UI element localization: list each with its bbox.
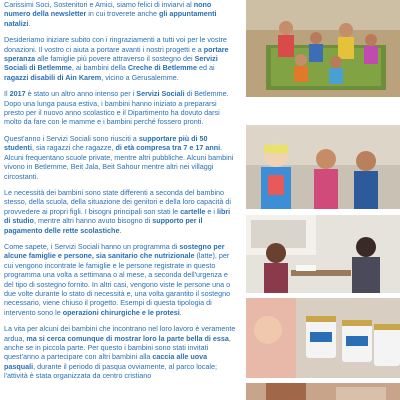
- newsletter-paragraph: [4, 188, 238, 235]
- body-text: Carissimi Soci, Sostenitori e Amici,: [4, 0, 115, 9]
- photo-bottom-partial: [246, 383, 400, 400]
- highlighted-text: ma si cerca comunque di mostrar loro la parte bella di essa: [26, 333, 229, 343]
- body-text: Desideriamo iniziare subito con i ringraziamenti a tutti voi per le vostre donazioni. Il vostro ci aiuta a portare avanti i nostri progetti e a: [4, 35, 227, 54]
- body-text: Come sapete, i Servizi Sociali hanno un programma di: [4, 241, 180, 251]
- body-text: La vita per alcuni dei bambini che incontrano nel loro lavoro è veramente ardua,: [4, 324, 236, 343]
- body-text: ed ai: [196, 63, 215, 73]
- highlighted-text: Servizi Sociali: [136, 89, 185, 99]
- newsletter-paragraph: [4, 324, 238, 380]
- body-text: siamo felici di inviarvi al: [114, 0, 194, 9]
- highlighted-text: supportare più di 50 studenti: [4, 133, 208, 153]
- body-text: Quest'anno i Servizi Sociali sono riusciti a: [4, 133, 139, 143]
- highlighted-text: Servizi Sociali di Betlemme: [4, 54, 218, 73]
- body-text: , vicino a Gerusalemme.: [101, 72, 179, 82]
- highlighted-text: di età compresa tra 7 e 17 anni: [115, 143, 221, 153]
- body-text: Le necessità dei bambini sono state differenti a seconda del bambino stesso, della scuola, della situazione dei genitori e della loro capacità di provvedere ai propri figli. I bisogni principali son stati le: [4, 187, 231, 216]
- body-text: .: [179, 307, 182, 317]
- newsletter-paragraph: [4, 242, 238, 317]
- body-text: e i: [205, 206, 217, 216]
- photo-clown-with-children: [246, 125, 400, 209]
- newsletter-text-column: [4, 0, 238, 388]
- highlighted-text: Creche di Betlemme: [127, 63, 197, 73]
- body-text: Il: [4, 89, 10, 99]
- highlighted-text: 2017: [9, 89, 26, 99]
- body-text: alle famiglie più povere attraverso il sostegno dei: [35, 54, 195, 64]
- body-text: .: [119, 225, 122, 235]
- body-text: di Betlemme. Dopo una lunga pausa estiva, i bambini hanno iniziato a prepararsi presto per il nuovo anno scolastico e il Dipartimento ha dovuto darsi molto da fare con le mamme e i bambini perché fossero pronti.: [4, 89, 229, 127]
- body-text: , mentre altri hanno avuto bisogno di: [33, 216, 153, 226]
- highlighted-text: supporto per il pagamento delle rette scolastiche: [4, 216, 203, 235]
- body-text: è stato un altro anno intenso per i: [25, 89, 137, 99]
- photo-milk-formula-cans: [246, 298, 400, 378]
- newsletter-paragraph: [4, 134, 238, 181]
- highlighted-text: gli appuntamenti natalizi: [4, 9, 217, 28]
- newsletter-paragraph: [4, 35, 238, 82]
- body-text: , durante il periodo di pasqua ovviamente, al parco locale; l'attività è stata organizzata da centro cristiano: [4, 361, 217, 381]
- highlighted-text: ragazzi disabili di Ain Karem: [4, 72, 102, 82]
- body-text: , anche se in piccola parte. Per questo i bambini sono stati invitati quest'anno a partecipare con altri bambini alla: [4, 333, 231, 362]
- highlighted-text: operazioni chirurgiche e le protesi: [62, 307, 180, 317]
- photo-social-worker-meeting: [246, 215, 400, 293]
- highlighted-text: libri di studio: [4, 206, 231, 226]
- newsletter-paragraph: [4, 89, 238, 127]
- newsletter-paragraph: [4, 0, 238, 28]
- body-text: .: [28, 18, 31, 28]
- highlighted-text: nono numero della newsletter: [4, 0, 212, 19]
- photo-children-on-blanket: [246, 0, 400, 97]
- body-text: (latte), per cui vengono incontrate le famiglie e le persone registrate in questo programma una volta a settimana o al mese, a seconda dell'urgenza e del tipo di sostegno fornito. In altri casi, vengono viste le persone una o due volte durante lo stato di necessità e, una volta garantito il sostegno necessario, viene chiuso il progetto. Esempi di questa tipologia di intervento sono le: [4, 251, 231, 317]
- highlighted-text: portare speranza: [4, 44, 229, 64]
- highlighted-text: cartelle: [180, 206, 206, 216]
- body-text: , sia ragazzi che ragazze,: [31, 143, 116, 153]
- highlighted-text: sostegno per alcune famiglie e persone, sia sanitario che nutrizionale: [4, 241, 225, 261]
- body-text: , ai bambini della: [71, 63, 128, 73]
- body-text: . Alcuni frequentano scuole private, mentre altri pubbliche. Alcuni bambini vivono in Betlemme, Beit Jala, Beit Sahour mentre altri nei villaggi circostanti.: [4, 143, 234, 181]
- body-text: in cui troverete anche: [86, 9, 159, 19]
- highlighted-text: caccia alle uova pasquali: [4, 352, 208, 371]
